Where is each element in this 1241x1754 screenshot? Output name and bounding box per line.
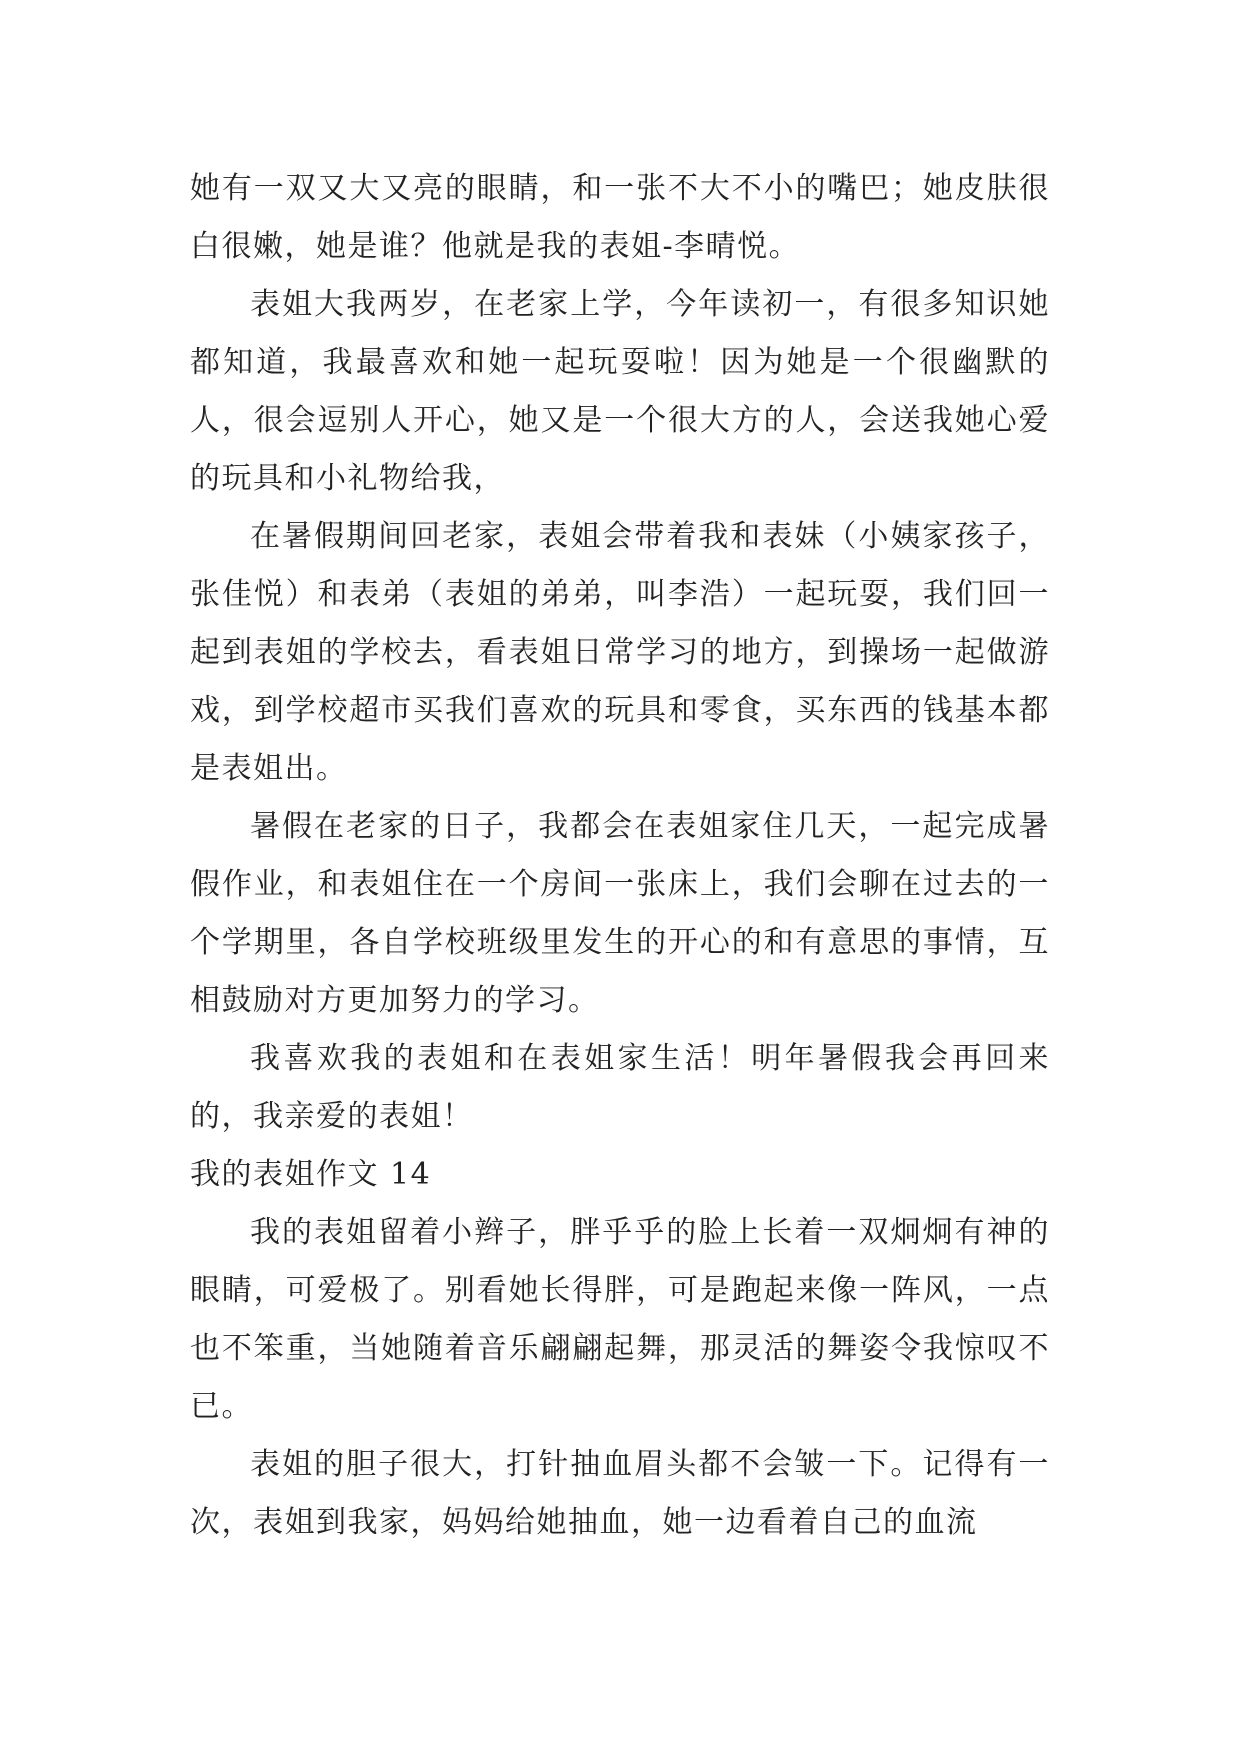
paragraph: 表姐的胆子很大，打针抽血眉头都不会皱一下。记得有一次，表姐到我家，妈妈给她抽血，她一边看着自己的血流 [190, 1447, 1050, 1540]
paragraph: 我喜欢我的表姐和在表姐家生活！明年暑假我会再回来的，我亲爱的表姐！ [190, 1041, 1050, 1134]
paragraph: 我的表姐留着小辫子，胖乎乎的脸上长着一双炯炯有神的眼睛，可爱极了。别看她长得胖，可是跑起来像一阵风，一点也不笨重，当她随着音乐翩翩起舞，那灵活的舞姿令我惊叹不已。 [190, 1215, 1050, 1424]
paragraph: 暑假在老家的日子，我都会在表姐家住几天，一起完成暑假作业，和表姐住在一个房间一张床上，我们会聊在过去的一个学期里，各自学校班级里发生的开心的和有意思的事情，互相鼓励对方更加努力的学习。 [190, 809, 1050, 1018]
paragraph: 表姐大我两岁，在老家上学，今年读初一，有很多知识她都知道，我最喜欢和她一起玩耍啦！因为她是一个很幽默的人，很会逗别人开心，她又是一个很大方的人，会送我她心爱的玩具和小礼物给我， [190, 287, 1050, 496]
document-body [190, 160, 1050, 1552]
paragraph: 她有一双又大又亮的眼睛，和一张不大不小的嘴巴；她皮肤很白很嫩，她是谁？他就是我的表姐-李晴悦。 [190, 171, 1050, 264]
paragraph: 在暑假期间回老家，表姐会带着我和表妹（小姨家孩子，张佳悦）和表弟（表姐的弟弟，叫李浩）一起玩耍，我们回一起到表姐的学校去，看表姐日常学习的地方，到操场一起做游戏，到学校超市买我们喜欢的玩具和零食，买东西的钱基本都是表姐出。 [190, 519, 1050, 786]
section-title: 我的表姐作文 14 [190, 1157, 432, 1192]
